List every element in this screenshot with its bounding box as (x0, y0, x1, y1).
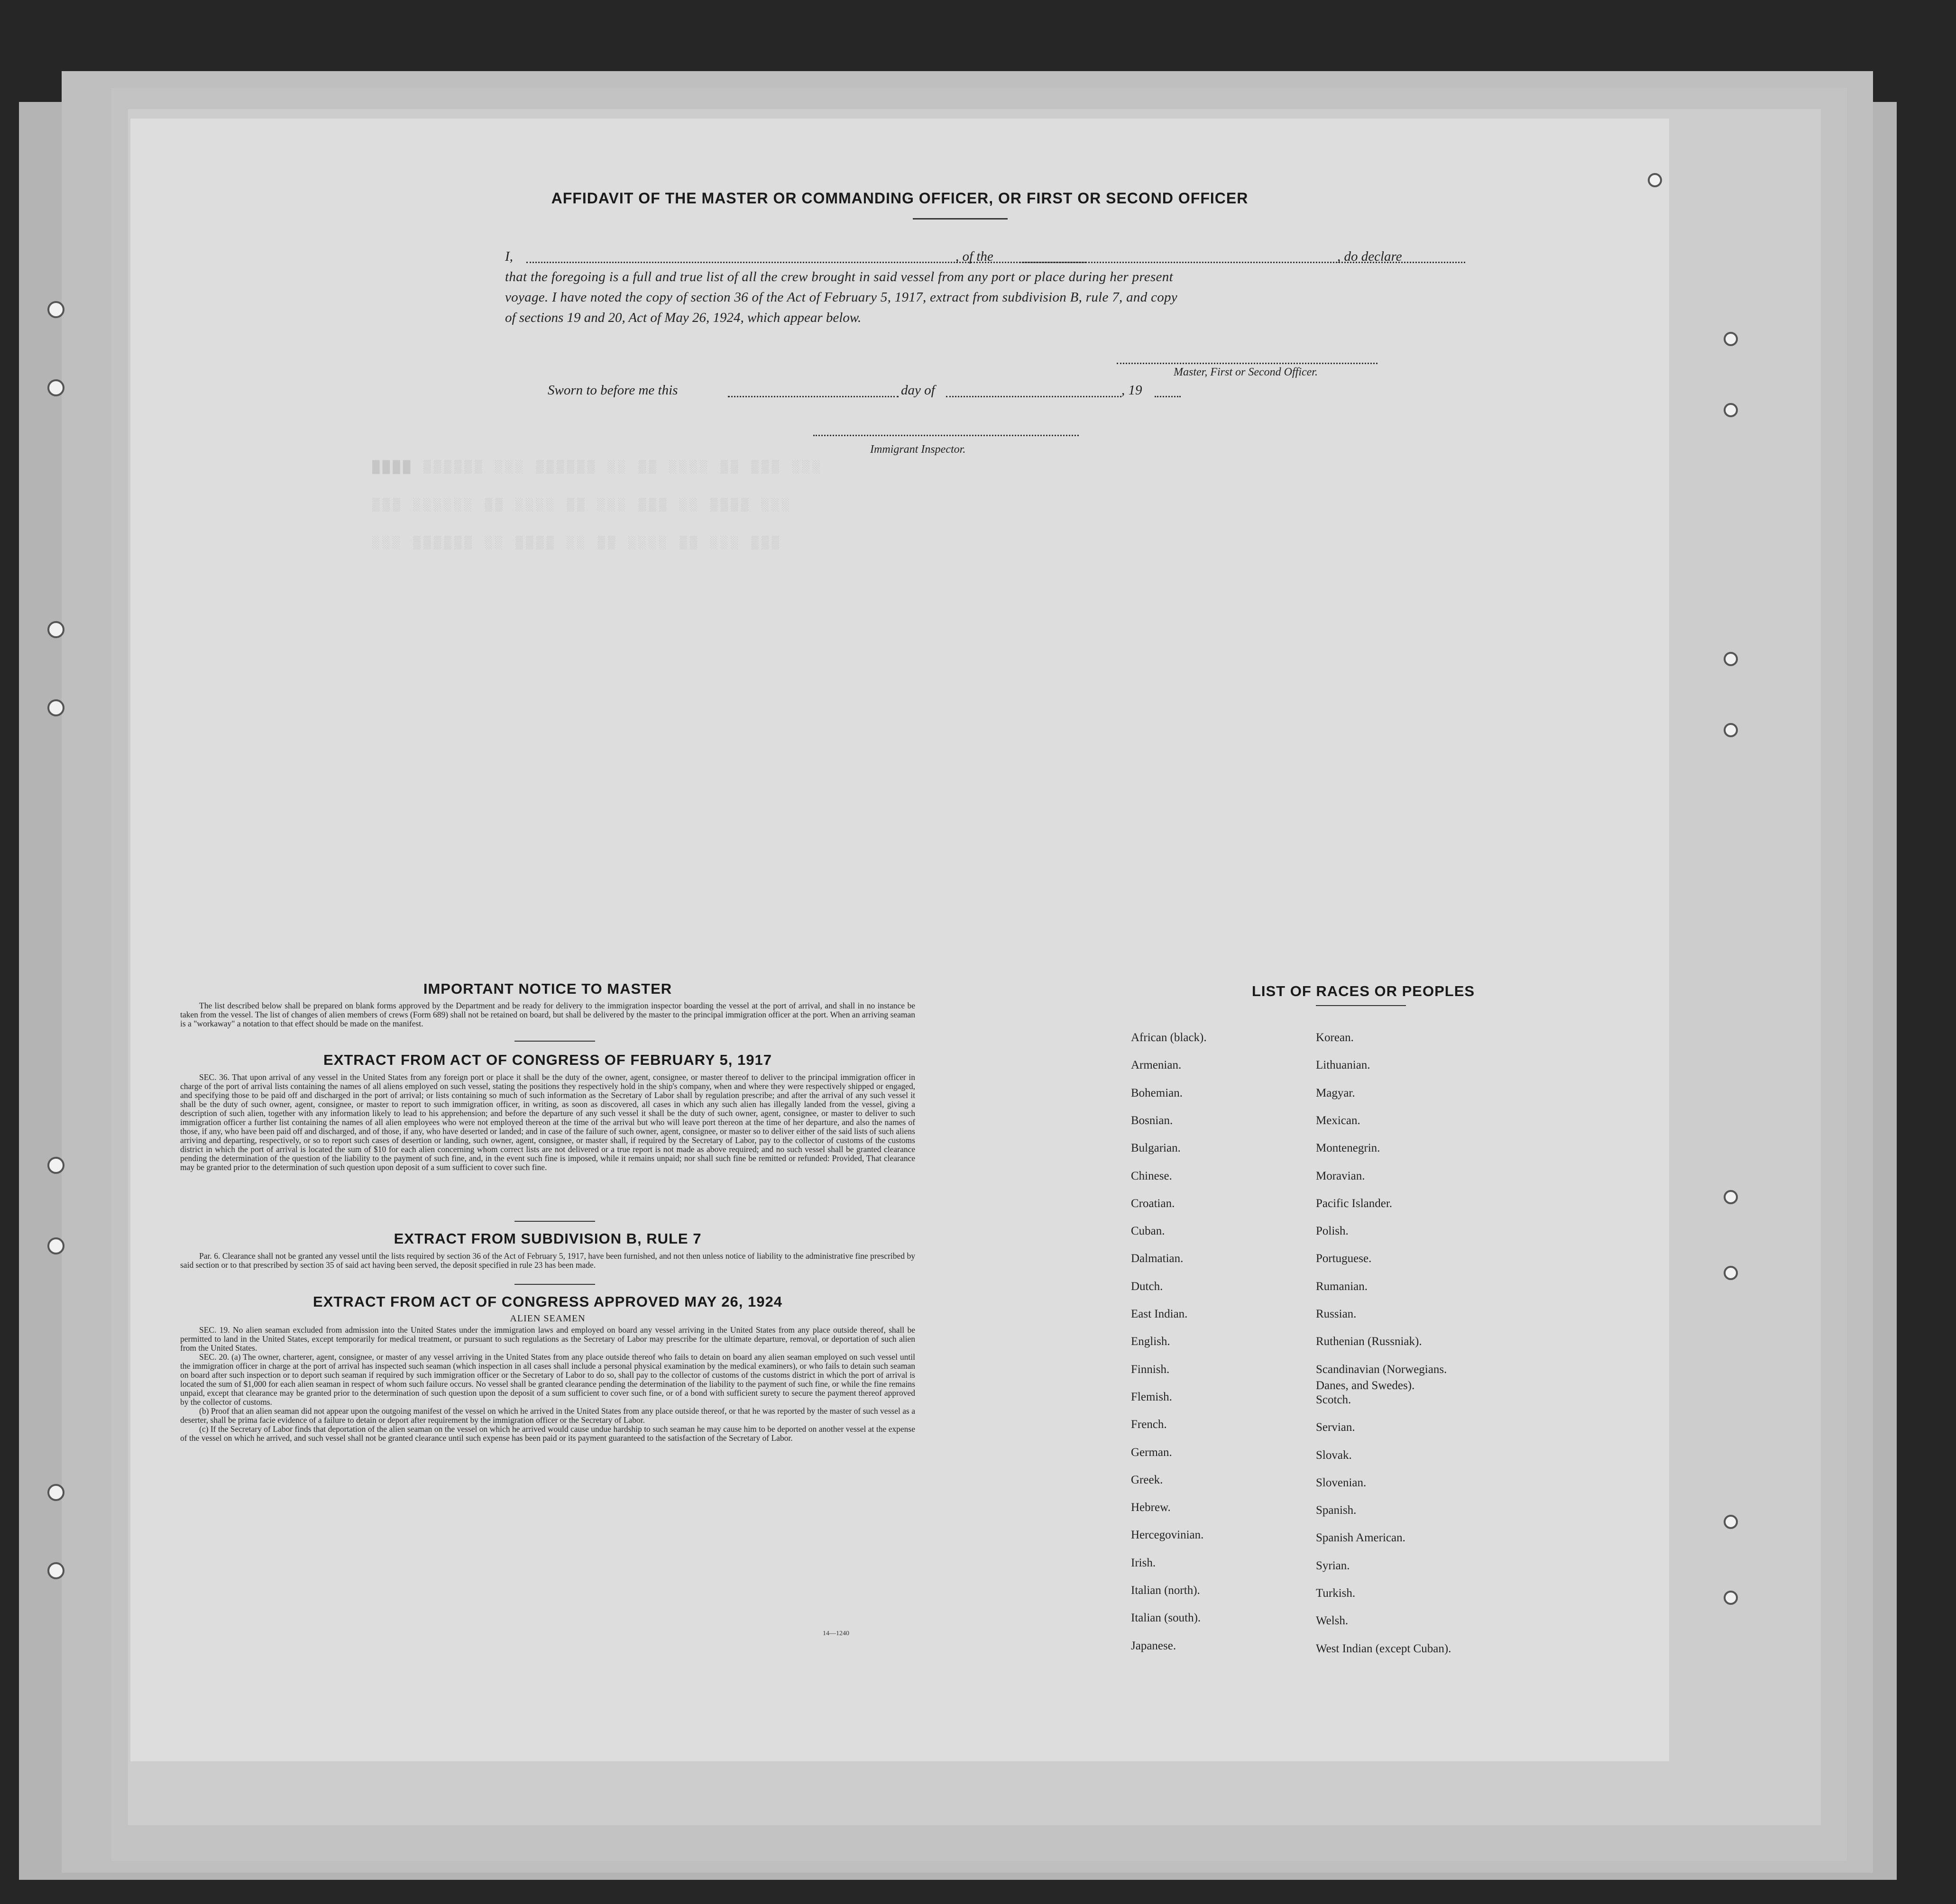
punch-hole (47, 1484, 64, 1501)
section-divider (514, 1221, 595, 1222)
extract-rule7-text (180, 1252, 915, 1270)
race-item: Hercegovinian. (1131, 1529, 1204, 1542)
inspector-signature-field[interactable] (813, 435, 1079, 436)
master-name-field[interactable] (526, 262, 1086, 263)
affidavit-title: AFFIDAVIT OF THE MASTER OR COMMANDING OFFICER, OR FIRST OR SECOND OFFICER (551, 190, 1249, 207)
race-item: English. (1131, 1335, 1170, 1348)
race-item: Slovenian. (1316, 1476, 1367, 1489)
sec-36-paragraph: SEC. 36. That upon arrival of any vessel in the United States from any foreign port or place it shall be the duty of the owner, agent, consignee, or master thereof to deliver to the principal immigration officer in charge of the port of arrival lists containing the names of all aliens employed on such vessel, stating the positions they respectively hold in the ship's company, when and where they were respectively shipped or engaged, and specifying those to be paid off and discharged in the port of arrival; or lists containing so much of such information as the Secretary of Labor shall by regulation prescribe; and after the arrival of any such vessel it shall be the duty of such owner, agent, consignee, or master to report to such immigration officer, in writing, as soon as discovered, all cases in which any such alien has illegally landed from the vessel, giving a description of such alien, together with any information likely to lead to his apprehension; and before the departure of any such vessel it shall be the duty of such owner, agent, consignee, or master to deliver to such immigration officer a further list containing the names of all alien employees who were not employed thereon at the time of the arrival but who will leave port thereon at the time of her departure, and also the names of those, if any, who have been paid off and discharged, and of those, if any, who have deserted or landed; and in case of the failure of such owner, agent, consignee, or master so to deliver either of the said lists of such aliens arriving and departing, respectively, or so to report such cases of desertion or landing, such owner, agent, consignee, or master shall, if required by the Secretary of Labor, pay to the collector of customs of the customs district in which the port of arrival is located the sum of $10 for each alien concerning whom correct lists are not delivered or a true report is not made as above required; and no such vessel shall be granted clearance pending the determination of the question of the liability to the payment of such fine, and, in the event such fine is imposed, while it remains unpaid; nor shall such fine be remitted or refunded: Provided, That clearance may be granted prior to the determination of such question upon deposit of a sum sufficient to cover such fine. (180, 1072, 915, 1172)
race-item: Mexican. (1316, 1114, 1360, 1127)
master-signature-label: Master, First or Second Officer. (1174, 366, 1318, 378)
race-item: Montenegrin. (1316, 1142, 1380, 1155)
year-prefix: , 19 (1121, 383, 1142, 398)
race-item: Syrian. (1316, 1559, 1350, 1572)
punch-hole (1724, 652, 1738, 666)
race-continuation: Danes, and Swedes). (1316, 1379, 1415, 1392)
race-item: Dutch. (1131, 1280, 1163, 1293)
punch-hole (1724, 1266, 1738, 1280)
sworn-label: Sworn to before me this (548, 383, 678, 398)
race-item: Lithuanian. (1316, 1059, 1370, 1072)
punch-hole (1724, 332, 1738, 346)
extract-1917-title: EXTRACT FROM ACT OF CONGRESS OF FEBRUARY 5, 1917 (323, 1052, 772, 1068)
race-item: Finnish. (1131, 1363, 1170, 1376)
punch-hole (47, 699, 64, 716)
race-item: Cuban. (1131, 1225, 1165, 1238)
section-divider (514, 1041, 595, 1042)
race-item: Portuguese. (1316, 1252, 1372, 1265)
race-item: Welsh. (1316, 1614, 1349, 1628)
race-item: Irish. (1131, 1556, 1156, 1569)
races-title: LIST OF RACES OR PEOPLES (1251, 983, 1475, 999)
race-item: Spanish. (1316, 1504, 1357, 1517)
affidavit-page (130, 119, 1669, 1761)
race-item: French. (1131, 1418, 1167, 1431)
sec-20a-paragraph: SEC. 20. (a) The owner, charterer, agent, consignee, or master of any vessel arriving in the United States from any place outside thereof who fails to detain on board any alien seaman employed on such vessel until the immigration officer in charge at the port of arrival has inspected such seaman (which inspection in all cases shall include a personal physical examination by the medical examiners), or who fails to detain such seaman on board after such inspection or to deport such seaman if required by such immigration officer or the Secretary of Labor to do so, shall pay to the collector of customs of the customs district in which the port of arrival is located the sum of $1,000 for each alien seaman in respect of whom such failure occurs. No vessel shall be granted clearance pending the determination of the liability to the payment of such fine, or while the fine remains unpaid, except that clearance may be granted prior to the determination of such question upon the deposit of a sum sufficient to cover such fine, or of a bond with sufficient surety to secure the payment thereof approved by the collector of customs. (180, 1352, 915, 1407)
sec-20b-paragraph: (b) Proof that an alien seaman did not appear upon the outgoing manifest of the vessel on which he arrived in the United States from any place outside thereof, or that he was reported by the master of such vessel as a deserter, shall be prima facie evidence of a failure to detain or deport after requirement by the immigration officer or the Secretary of Labor. (180, 1406, 915, 1425)
extract-1924-text (180, 1326, 915, 1443)
affidavit-line-2: that the foregoing is a full and true list of all the crew brought in said vessel from any port or place during her present (505, 269, 1173, 284)
punch-hole (47, 301, 64, 318)
notice-paragraph: The list described below shall be prepared on blank forms approved by the Department and be ready for delivery to the immigration inspector boarding the vessel at the port of arrival, and shall in no instance be taken from the vessel. The list of changes of alien members of crews (Form 689) shall not be retained on board, but shall be delivered by the master to the principal immigration officer at the port. When an arriving seaman is a "workaway" a notation to that effect should be made on the manifest. (180, 1001, 915, 1028)
race-item: Bohemian. (1131, 1086, 1183, 1099)
punch-hole (47, 621, 64, 638)
race-item: Magyar. (1316, 1086, 1355, 1099)
sec-20c-paragraph: (c) If the Secretary of Labor finds that deportation of the alien seaman on the vessel on which he arrived would cause undue hardship to such seaman he may cause him to be deported on another vessel at the expense of the vessel on which he arrived, and such vessel shall not be granted clearance until such expense has been paid or its payment guaranteed to the satisfaction of the Secretary of Labor. (180, 1424, 915, 1443)
bleed-through: ░░░ ▒▒▒▒▒▒ ░░ ▒▒▒▒ ░░ ▒▒ ░░░░ ▒▒ ░░░ ▒▒▒ (372, 536, 782, 550)
i-label: I, (505, 249, 513, 264)
day-of-label: day of (901, 383, 935, 398)
race-item: Scandinavian (Norwegians. (1316, 1363, 1447, 1376)
race-item: Chinese. (1131, 1169, 1172, 1182)
race-item: Ruthenian (Russniak). (1316, 1335, 1422, 1348)
race-item: Italian (south). (1131, 1611, 1201, 1625)
race-item: Turkish. (1316, 1587, 1356, 1600)
race-item: Spanish American. (1316, 1531, 1405, 1545)
sec-19-paragraph: SEC. 19. No alien seaman excluded from admission into the United States under the immigration laws and employed on board any vessel arriving in the United States from any place outside thereof, shall be permitted to land in the United States, except temporarily for medical treatment, or pursuant to such regulations as the Secretary of Labor may prescribe for the ultimate departure, removal, or deportation of such alien from the United States. (180, 1325, 915, 1353)
affidavit-line-4: of sections 19 and 20, Act of May 26, 1924, which appear below. (505, 310, 862, 325)
extract-1924-title: EXTRACT FROM ACT OF CONGRESS APPROVED MAY 26, 1924 (313, 1293, 782, 1310)
punch-hole (1648, 173, 1662, 187)
races-divider (1316, 1005, 1406, 1006)
race-item: Japanese. (1131, 1639, 1176, 1652)
of-the-label: , of the (955, 249, 993, 264)
race-item: Italian (north). (1131, 1584, 1200, 1597)
extract-1917-text (180, 1073, 915, 1172)
race-item: Dalmatian. (1131, 1252, 1184, 1265)
race-item: Bulgarian. (1131, 1142, 1181, 1155)
notice-title: IMPORTANT NOTICE TO MASTER (423, 980, 672, 997)
punch-hole (47, 1157, 64, 1174)
race-item: Pacific Islander. (1316, 1197, 1393, 1210)
title-underline (913, 218, 1008, 220)
race-item: Scotch. (1316, 1393, 1351, 1406)
master-signature-field[interactable] (1117, 363, 1377, 364)
race-item: Russian. (1316, 1308, 1357, 1320)
punch-hole (47, 1237, 64, 1254)
race-item: Hebrew. (1131, 1501, 1171, 1514)
race-item: Korean. (1316, 1031, 1354, 1044)
bleed-through: ▒▒▒ ░░░░░░ ▒▒ ░░░░ ▒▒ ░░░ ▒▒▒ ░░ ▒▒▒▒ ░░░ (372, 498, 792, 512)
extract-rule7-title: EXTRACT FROM SUBDIVISION B, RULE 7 (394, 1230, 702, 1247)
race-item: Flemish. (1131, 1390, 1172, 1403)
race-item: West Indian (except Cuban). (1316, 1642, 1451, 1655)
race-item: German. (1131, 1446, 1172, 1459)
sworn-year-field[interactable] (1155, 396, 1181, 397)
inspector-label: Immigrant Inspector. (870, 443, 966, 456)
punch-hole (1724, 1591, 1738, 1605)
race-item: Rumanian. (1316, 1280, 1368, 1293)
alien-seamen-subtitle: ALIEN SEAMEN (510, 1313, 586, 1324)
sworn-month-field[interactable] (946, 396, 1121, 397)
section-divider (514, 1284, 595, 1285)
do-declare-label: , do declare (1337, 249, 1402, 264)
race-item: Servian. (1316, 1421, 1355, 1434)
bleed-through: ████ ▒▒▒▒▒▒ ░░░ ▒▒▒▒▒▒ ░░ ▒▒ ░░░░ ▒▒ ▒▒▒ ░░░ (372, 460, 823, 474)
affidavit-line-3: voyage. I have noted the copy of section 36 of the Act of February 5, 1917, extract from subdivision B, rule 7, and copy (505, 290, 1178, 305)
race-item: African (black). (1131, 1031, 1207, 1044)
punch-hole (1724, 1190, 1738, 1204)
race-item: Greek. (1131, 1473, 1163, 1486)
punch-hole (47, 1562, 64, 1579)
race-item: Slovak. (1316, 1448, 1352, 1462)
race-item: Armenian. (1131, 1059, 1182, 1072)
race-item: East Indian. (1131, 1308, 1188, 1320)
race-item: Croatian. (1131, 1197, 1175, 1210)
form-number: 14—1240 (823, 1630, 849, 1637)
notice-text (180, 1001, 915, 1028)
race-item: Polish. (1316, 1225, 1349, 1238)
punch-hole (1724, 1515, 1738, 1529)
punch-hole (47, 379, 64, 396)
sworn-day-field[interactable] (728, 396, 899, 397)
race-item: Bosnian. (1131, 1114, 1173, 1127)
punch-hole (1724, 723, 1738, 737)
par-6-paragraph: Par. 6. Clearance shall not be granted any vessel until the lists required by section 36 of the Act of February 5, 1917, have been furnished, and not then unless notice of liability to the administrative fine prescribed by said section or to that prescribed by section 35 of said act having been served, the deposit specified in rule 23 has been made. (180, 1251, 915, 1270)
punch-hole (1724, 403, 1738, 417)
race-item: Moravian. (1316, 1169, 1365, 1182)
